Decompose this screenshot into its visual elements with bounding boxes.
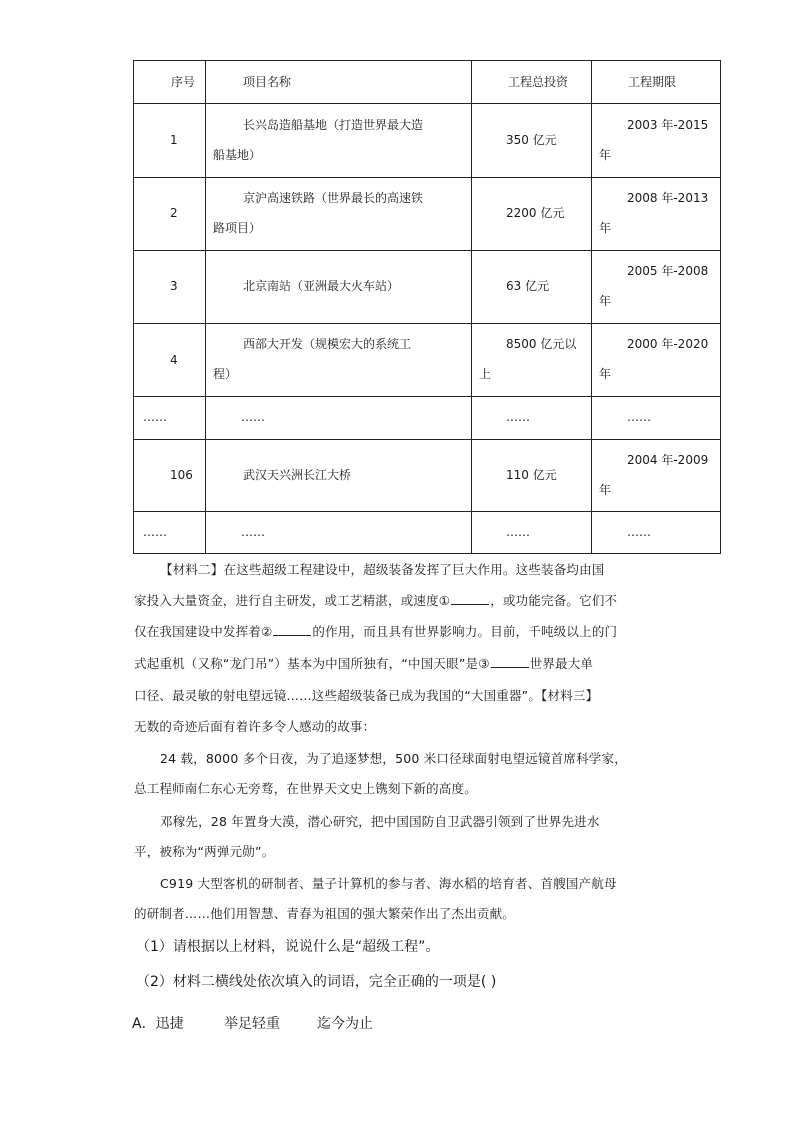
header-no: 序号 [171,75,196,89]
material3-p1-line-1: 24 载，8000 多个日夜，为了追逐梦想，500 米口径球面射电望远镜首席科学家， [160,751,627,766]
material2-line-4 [134,648,593,679]
row-7-invest: …… [506,525,530,539]
row-3-period-l2: 年 [599,294,612,308]
blank-2 [273,621,311,636]
projects-table [133,60,721,554]
material2-line-6: 无数的奇迹后面有着许多令人感动的故事： [134,719,376,734]
blank-3 [491,653,529,668]
material2-line-2 [134,585,617,616]
material3-p2-line-1: 邓稼先，28 年置身大漠，潜心研究，把中国国防自卫武器引领到了世界先进水 [160,814,600,829]
row-5-no: …… [143,410,167,424]
row-5-invest: …… [506,410,530,424]
row-1-name-l2: 船基地） [213,148,262,162]
row-1-period-l2: 年 [599,148,612,162]
row-4-period-l2: 年 [599,367,612,381]
row-6-name-l1: 武汉天兴洲长江大桥 [243,468,352,482]
row-4-invest-l2: 上 [479,367,492,381]
row-3-period-l1: 2005 年-2008 [627,264,709,278]
row-1-invest: 350 亿元 [506,133,557,147]
row-4-name-l2: 程） [213,367,238,381]
row-5-name: …… [241,410,265,424]
blank-1 [451,590,489,605]
row-2-name-l1: 京沪高速铁路（世界最长的高速铁 [243,191,424,205]
row-7-no: …… [143,525,167,539]
row-3-invest: 63 亿元 [506,279,550,293]
row-7-name: …… [241,525,265,539]
option-a-label: A．迅捷 [132,1016,184,1032]
question-2: （2）材料二横线处依次填入的词语，完全正确的一项是( ) [136,974,497,990]
material2-line-3 [134,616,617,647]
row-2-no: 2 [170,206,178,220]
material2-line-2b: ，或功能完备。它们不 [490,593,618,608]
material2-line-3a: 仅在我国建设中发挥着② [134,624,273,639]
material2-line-4a: 式起重机（又称“龙门吊”）基本为中国所独有，“中国天眼”是③ [134,656,490,671]
material2-line-4b: 世界最大单 [529,656,594,671]
row-4-invest-l1: 8500 亿元以 [506,337,577,351]
option-a-word-2: 举足轻重 [224,1016,280,1032]
row-1-name-l1: 长兴岛造船基地（打造世界最大造 [243,118,424,132]
row-4-period-l1: 2000 年-2020 [627,337,709,351]
row-7-period: …… [627,525,651,539]
row-6-no: 106 [170,468,193,482]
row-2-invest: 2200 亿元 [506,206,565,220]
header-invest: 工程总投资 [508,75,569,89]
row-2-period-l1: 2008 年-2013 [627,191,709,205]
material3-p2-line-2: 平，被称为“两弹元勋”。 [134,844,275,859]
material3-p3-line-1: C919 大型客机的研制者、量子计算机的参与者、海水稻的培育者、首艘国产航母 [160,876,617,891]
row-4-name-l1: 西部大开发（规模宏大的系统工 [243,337,412,351]
row-3-name-l1: 北京南站（亚洲最大火车站） [243,279,400,293]
header-name: 项目名称 [243,75,292,89]
row-1-no: 1 [170,133,178,147]
row-6-period-l2: 年 [599,483,612,497]
row-1-period-l1: 2003 年-2015 [627,118,709,132]
row-2-name-l2: 路项目） [213,221,262,235]
material2-line-5: 口径、最灵敏的射电望远镜……这些超级装备已成为我国的“大国重器”。【材料三】 [134,688,599,703]
row-2-period-l2: 年 [599,221,612,235]
option-a-word-3: 迄今为止 [317,1016,373,1032]
material2-line-3b: 的作用，而且具有世界影响力。目前，千吨级以上的门 [312,624,618,639]
row-4-no: 4 [170,353,178,367]
row-5-period: …… [627,410,651,424]
question-1: （1）请根据以上材料，说说什么是“超级工程”。 [136,939,440,955]
material2-line-2a: 家投入大量资金，进行自主研发，或工艺精湛，或速度① [134,593,451,608]
row-3-no: 3 [170,279,178,293]
header-period: 工程期限 [628,75,677,89]
material3-p3-line-2: 的研制者……他们用智慧、青春为祖国的强大繁荣作出了杰出贡献。 [134,906,516,921]
material2-line-1: 【材料二】在这些超级工程建设中，超级装备发挥了巨大作用。这些装备均由国 [160,562,605,577]
row-6-invest: 110 亿元 [506,468,557,482]
material3-p1-line-2: 总工程师南仁东心无旁骛，在世界天文史上镌刻下新的高度。 [134,781,477,796]
row-6-period-l1: 2004 年-2009 [627,453,709,467]
